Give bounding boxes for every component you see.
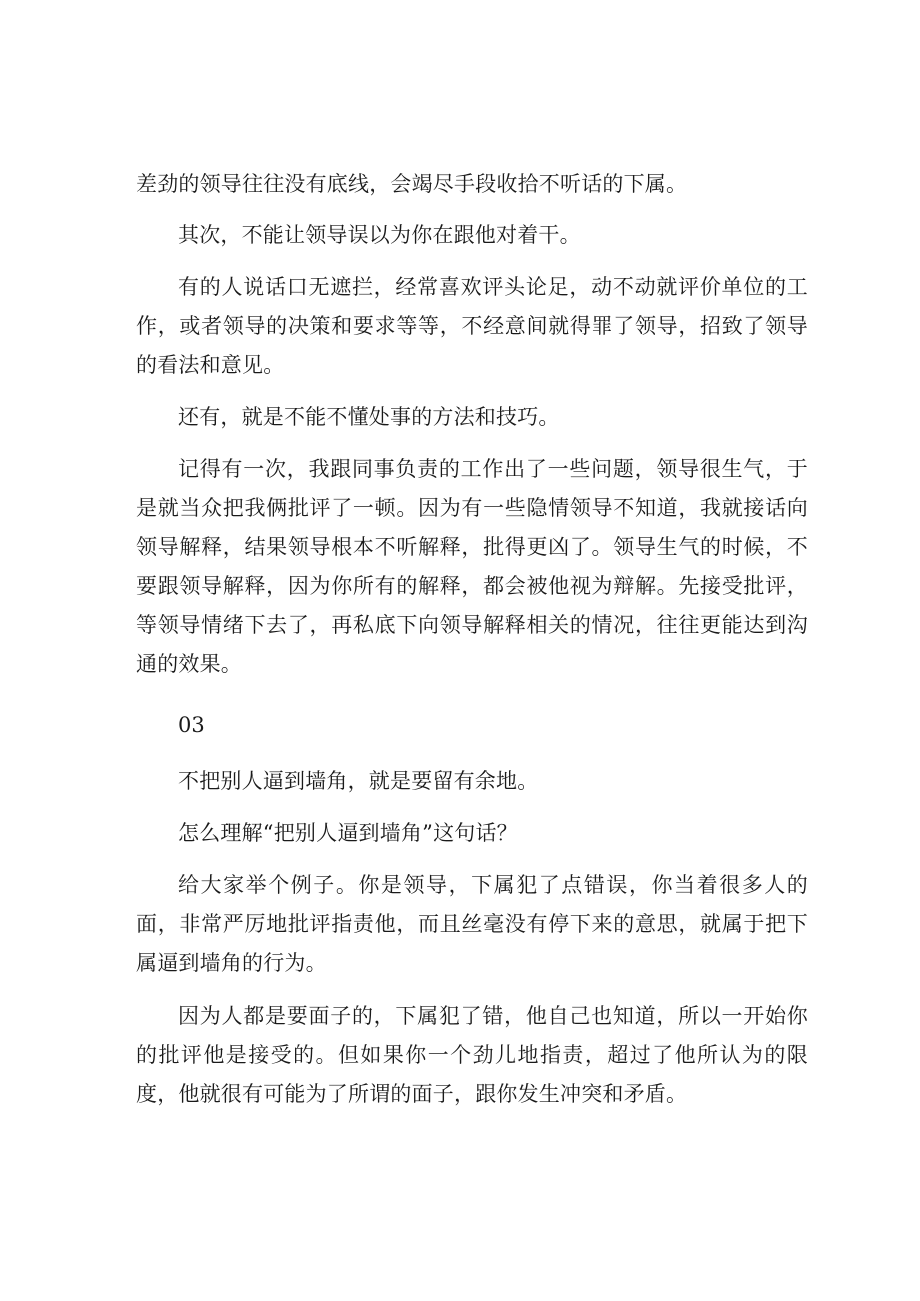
paragraph-4: 还有，就是不能不懂处事的方法和技巧。 xyxy=(178,405,560,429)
paragraph-6: 不把别人逼到墙角，就是要留有余地。 xyxy=(178,769,539,793)
paragraph-8: 给大家举个例子。你是领导，下属犯了点错误，你当着很多人的面，非常严厉地批评指责他，而且丝毫没有停下来的意思，就属于把下属逼到墙角的行为。 xyxy=(136,873,808,975)
paragraph-7: 怎么理解“把别人逼到墙角”这句话？ xyxy=(178,821,518,845)
paragraph-9: 因为人都是要面子的，下属犯了错，他自己也知道，所以一开始你的批评他是接受的。但如果你一个劲儿地指责，超过了他所认为的限度，他就很有可能为了所谓的面子，跟你发生冲突和矛盾。 xyxy=(136,1004,808,1106)
paragraph-3: 有的人说话口无遮拦，经常喜欢评头论足，动不动就评价单位的工作，或者领导的决策和要求等等，不经意间就得罪了领导，招致了领导的看法和意见。 xyxy=(136,275,808,377)
paragraph-2: 其次，不能让领导误以为你在跟他对着干。 xyxy=(178,223,581,247)
section-number: 03 xyxy=(178,713,205,737)
paragraph-5: 记得有一次，我跟同事负责的工作出了一些问题，领导很生气，于是就当众把我俩批评了一顿。因为有一些隐情领导不知道，我就接话向领导解释，结果领导根本不听解释，批得更凶了。领导生气的时候，不要跟领导解释，因为你所有的解释，都会被他视为辩解。先接受批评，等领导情绪下去了，再私底下向领导解释相关的情况，往往更能达到沟通的效果。 xyxy=(136,457,808,676)
paragraph-1: 差劲的领导往往没有底线，会竭尽手段收拾不听话的下属。 xyxy=(136,172,688,196)
